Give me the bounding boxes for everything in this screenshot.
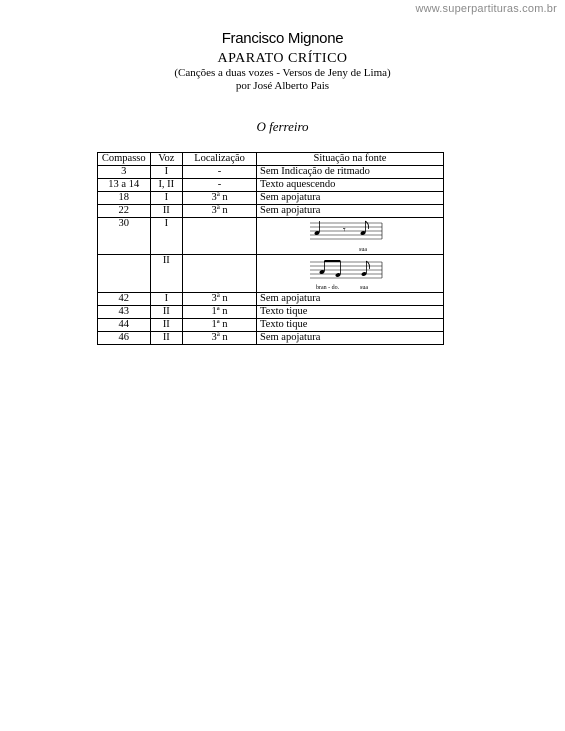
- cell-voz: I: [150, 192, 183, 205]
- table-row: [98, 205, 444, 218]
- cell-voz: II: [150, 319, 183, 332]
- cell-compasso: 18: [98, 192, 151, 205]
- cell-compasso: 30: [98, 218, 151, 255]
- cell-localizacao: [183, 218, 257, 255]
- cell-situacao: Sem apojatura: [257, 192, 444, 205]
- cell-situacao-music: [257, 218, 444, 255]
- cell-voz: II: [150, 255, 183, 293]
- table-row: [98, 255, 444, 293]
- music-excerpt-30-voice-2: [260, 255, 440, 292]
- table-row: [98, 218, 444, 255]
- composer-name: Francisco Mignone: [221, 30, 344, 47]
- table-row: [98, 192, 444, 205]
- music-excerpt-30-voice-1: [260, 218, 440, 254]
- table-row: [98, 306, 444, 319]
- header-voz: Voz: [150, 153, 183, 166]
- cell-compasso: 42: [98, 293, 151, 306]
- header-situacao: Situação na fonte: [257, 153, 444, 166]
- cell-situacao-music: [257, 255, 444, 293]
- watermark-url: www.superpartituras.com.br: [415, 3, 557, 15]
- table-row: [98, 166, 444, 179]
- cell-localizacao: -: [183, 179, 257, 192]
- cell-localizacao: 1ª n: [183, 306, 257, 319]
- cell-situacao: Sem Indicação de ritmado: [257, 166, 444, 179]
- cell-localizacao: 1ª n: [183, 319, 257, 332]
- lyric-bran-do: bran - do.: [316, 285, 340, 291]
- cell-voz: II: [150, 306, 183, 319]
- table-row: [98, 319, 444, 332]
- piece-title: O ferreiro: [256, 119, 309, 134]
- cell-situacao: Texto tique: [257, 319, 444, 332]
- cell-compasso: 13 a 14: [98, 179, 151, 192]
- cell-voz: II: [150, 205, 183, 218]
- cell-localizacao: 3$^a$ n: [183, 192, 257, 205]
- header-compasso: Compasso: [98, 153, 151, 166]
- critical-apparatus-table: [97, 152, 444, 345]
- header-localizacao: Localização: [183, 153, 257, 166]
- cell-voz: I: [150, 218, 183, 255]
- cell-situacao: Sem apojatura: [257, 205, 444, 218]
- cell-localizacao: 3$^a$ n: [183, 332, 257, 345]
- table-row: [98, 179, 444, 192]
- cell-compasso: 22: [98, 205, 151, 218]
- cell-localizacao: 3$^a$ n: [183, 293, 257, 306]
- eighth-rest-glyph: 𝄾: [343, 225, 346, 236]
- cell-compasso: 3: [98, 166, 151, 179]
- table-header-row: [98, 153, 444, 166]
- cell-situacao: Sem apojatura: [257, 332, 444, 345]
- cell-localizacao: [183, 255, 257, 293]
- cell-localizacao: -: [183, 166, 257, 179]
- cell-compasso: 46: [98, 332, 151, 345]
- beamed-eighths-glyph: [319, 261, 341, 278]
- cell-situacao: Texto aquescendo: [257, 179, 444, 192]
- cell-situacao: Sem apojatura: [257, 293, 444, 306]
- lyric-sua: sua: [359, 247, 367, 253]
- cell-compasso: 43: [98, 306, 151, 319]
- document-subtitle: (Canções a duas vozes - Versos de Jeny de Lima): [174, 67, 391, 79]
- cell-voz: I, II: [150, 179, 183, 192]
- table-row: [98, 293, 444, 306]
- cell-compasso: 44: [98, 319, 151, 332]
- cell-compasso: [98, 255, 151, 293]
- cell-voz: I: [150, 293, 183, 306]
- lyric-sua: sua: [360, 285, 368, 291]
- document-author: por José Alberto Pais: [235, 80, 330, 92]
- document-title: APARATO CRÍTICO: [217, 51, 348, 66]
- cell-voz: II: [150, 332, 183, 345]
- cell-voz: I: [150, 166, 183, 179]
- cell-situacao: Texto tique: [257, 306, 444, 319]
- table-row: [98, 332, 444, 345]
- eighth-note-glyph: [361, 261, 370, 277]
- cell-localizacao: 3$^a$ n: [183, 205, 257, 218]
